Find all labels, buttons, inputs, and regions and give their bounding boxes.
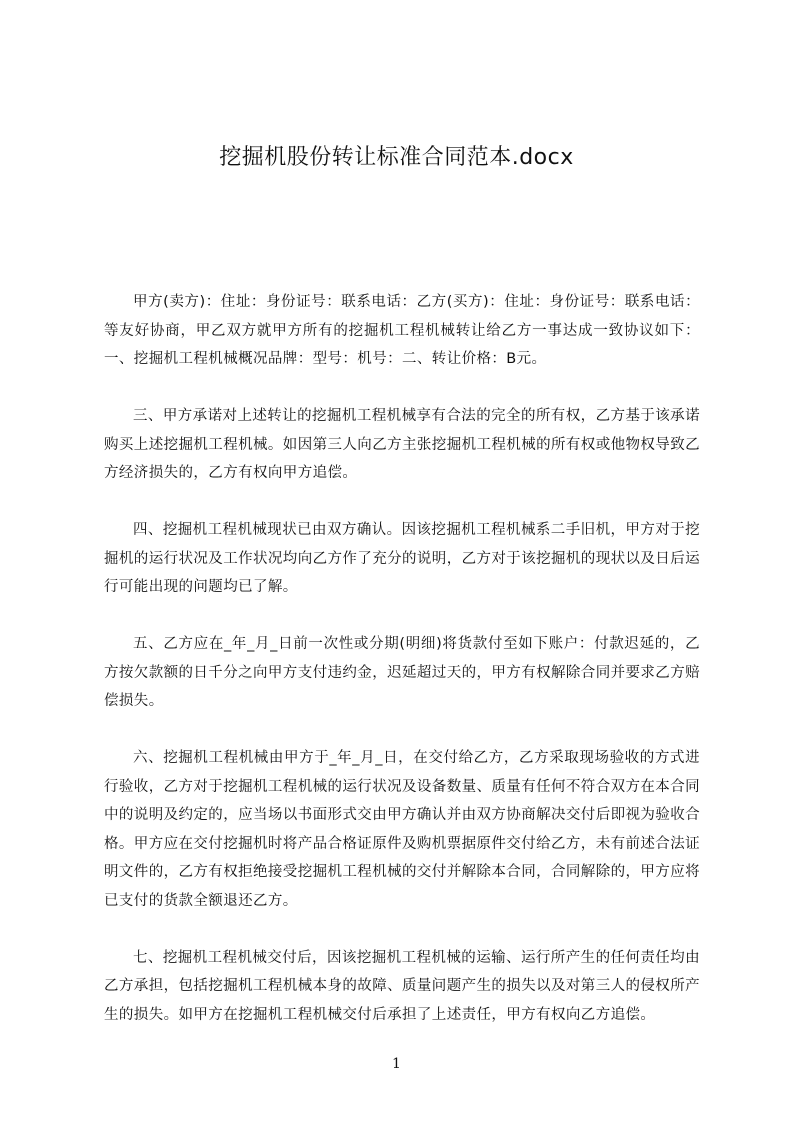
paragraph-clause-3: 三、甲方承诺对上述转让的挖掘机工程机械享有合法的完全的所有权，乙方基于该承诺购买上述挖掘机工程机械。如因第三人向乙方主张挖掘机工程机械的所有权或他物权导致乙方经济损失的，乙方有权向甲方追偿。	[104, 408, 700, 481]
paragraph-clause-4: 四、挖掘机工程机械现状已由双方确认。因该挖掘机工程机械系二手旧机，甲方对于挖掘机的运行状况及工作状况均向乙方作了充分的说明，乙方对于该挖掘机的现状以及日后运行可能出现的问题均已了解。	[104, 522, 700, 595]
document-body	[104, 288, 700, 1058]
paragraph-parties: 甲方(卖方)：住址：身份证号：联系电话：乙方(买方)：住址：身份证号：联系电话：等友好协商，甲乙双方就甲方所有的挖掘机工程机械转让给乙方一事达成一致协议如下：一、挖掘机工程机械概况品牌：型号：机号：二、转让价格：B元。	[104, 294, 700, 367]
paragraph-clause-5: 五、乙方应在_年_月_日前一次性或分期(明细)将货款付至如下账户：付款迟延的，乙方按欠款额的日千分之向甲方支付违约金，迟延超过天的，甲方有权解除合同并要求乙方赔偿损失。	[104, 636, 700, 709]
document-title: 挖掘机股份转让标准合同范本.docx	[219, 145, 574, 170]
page-number: 1	[392, 1056, 401, 1072]
paragraph-clause-7: 七、挖掘机工程机械交付后，因该挖掘机工程机械的运输、运行所产生的任何责任均由乙方承担，包括挖掘机工程机械本身的故障、质量问题产生的损失以及对第三人的侵权所产生的损失。如甲方在挖掘机工程机械交付后承担了上述责任，甲方有权向乙方追偿。	[104, 949, 700, 1023]
paragraph-clause-6: 六、挖掘机工程机械由甲方于_年_月_日，在交付给乙方，乙方采取现场验收的方式进行验收，乙方对于挖掘机工程机械的运行状况及设备数量、质量有任何不符合双方在本合同中的说明及约定的，应当场以书面形式交由甲方确认并由双方协商解决交付后即视为验收合格。甲方应在交付挖掘机时将产品合格证原件及购机票据原件交付给乙方，未有前述合法证明文件的，乙方有权拒绝接受挖掘机工程机械的交付并解除本合同，合同解除的，甲方应将已支付的货款全额退还乙方。	[104, 750, 700, 909]
